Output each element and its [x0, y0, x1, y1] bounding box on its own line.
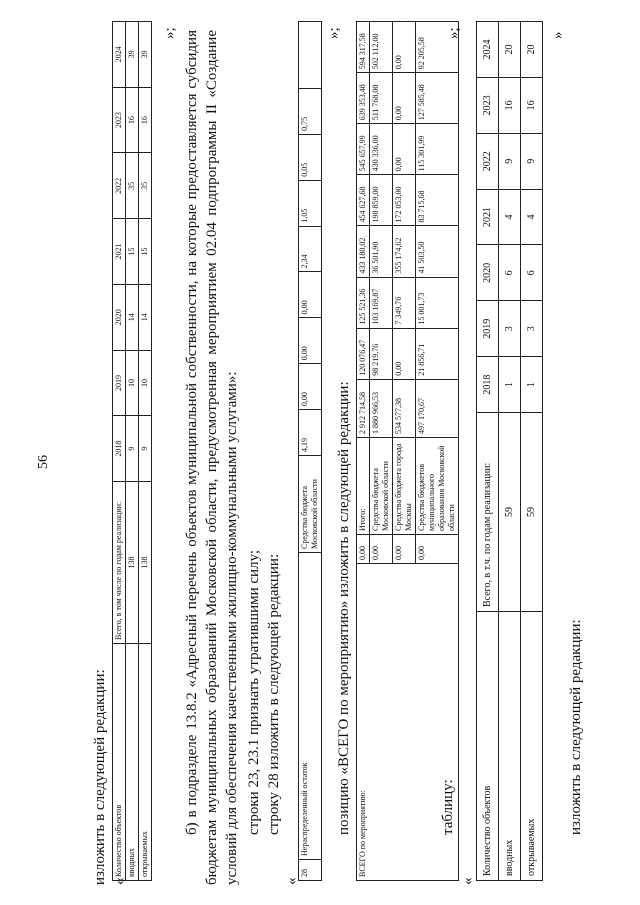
cell: 103 169,87: [370, 277, 393, 328]
cell: 9: [139, 416, 152, 482]
cell: 125 521,36: [357, 277, 370, 328]
cell: 20: [499, 22, 521, 78]
cell: 127 585,48: [416, 73, 459, 124]
funding-source: Итого:: [357, 438, 370, 535]
cell: 7 349,76: [393, 277, 416, 328]
row-total: 1 880 966,53: [370, 379, 393, 437]
cell: 10: [126, 350, 139, 416]
cell: 3: [499, 301, 521, 357]
close-quote-3: »;: [446, 27, 462, 39]
year-2023: 2023: [113, 87, 126, 153]
row-number: 28: [299, 860, 322, 881]
cell: 3: [521, 301, 543, 357]
year-2020: 2020: [477, 245, 499, 301]
cell: 20: [521, 22, 543, 78]
cell: 16: [521, 77, 543, 133]
vsego-label: ВСЕГО по мероприятию:: [357, 564, 459, 881]
cell: 6: [499, 245, 521, 301]
cell: 198 859,00: [370, 175, 393, 226]
cell: 639 353,48: [357, 73, 370, 124]
cell: 98 219,76: [370, 328, 393, 379]
cell: 1: [521, 357, 543, 413]
row-label: открываемых: [521, 612, 543, 881]
year-2018: 2018: [477, 357, 499, 413]
cell: 430 336,00: [370, 124, 393, 175]
cell: 0,00: [357, 535, 370, 564]
cell: 39: [139, 22, 152, 88]
row-label: открываемых: [139, 644, 152, 881]
cell: 1,05: [299, 180, 322, 226]
cell: 39: [126, 22, 139, 88]
cell: 0,00: [393, 124, 416, 175]
row-28-table: [298, 21, 322, 881]
cell: 545 657,99: [357, 124, 370, 175]
cell: 1: [499, 357, 521, 413]
header-objects: Количество объектов: [477, 612, 499, 881]
cell: 9: [521, 133, 543, 189]
row-total: 138: [126, 482, 139, 644]
cell: 433 180,02: [357, 226, 370, 277]
cell: 15 001,73: [416, 277, 459, 328]
row-total: 2 912 714,58: [357, 379, 370, 437]
table-row: [357, 22, 370, 881]
header-total: Всего, в том числе по годам реализации:: [113, 482, 126, 644]
line-row-28: строку 28 изложить в следующей редакции:: [266, 553, 282, 835]
cell: 2,34: [299, 226, 322, 272]
row-total: 534 577,38: [393, 379, 416, 437]
line-rows-23: строки 23, 23.1 признать утратившими силу;: [246, 549, 262, 835]
cell: 16: [139, 87, 152, 153]
row-total: 497 170,67: [416, 379, 459, 437]
open-quote-4: «: [460, 877, 476, 885]
cell: 41 503,50: [416, 226, 459, 277]
cell: 454 627,68: [357, 175, 370, 226]
table-row: [113, 22, 126, 881]
year-2018: 2018: [113, 416, 126, 482]
header-total: Всего, в т.ч. по годам реализации:: [477, 413, 499, 612]
cell: 15: [126, 219, 139, 285]
year-2022: 2022: [113, 153, 126, 219]
year-2021: 2021: [113, 219, 126, 285]
cell: 0,00: [299, 364, 322, 410]
cell: 4: [521, 189, 543, 245]
cell: 10: [139, 350, 152, 416]
cell: 0,00: [299, 318, 322, 364]
funding-source: Средства бюджетов муниципального образования Московской области: [416, 438, 459, 535]
cell: 4,19: [299, 410, 322, 456]
cell: 16: [126, 87, 139, 153]
open-quote-1: «: [112, 877, 128, 885]
cell: 0,05: [299, 134, 322, 180]
cell: 511 768,00: [370, 73, 393, 124]
open-quote-2: «: [284, 877, 300, 885]
cell: 594 317,58: [357, 22, 370, 73]
table-row: [499, 22, 521, 881]
cell: 0,00: [416, 535, 459, 564]
year-2019: 2019: [477, 301, 499, 357]
row-name: Нераспределенный остаток: [299, 553, 322, 860]
year-2024: 2024: [113, 22, 126, 88]
line-vsego: позицию «ВСЕГО по мероприятию» изложить в следующей редакции:: [336, 381, 352, 835]
objects-table-2: [476, 21, 543, 881]
cell: 172 053,00: [393, 175, 416, 226]
close-quote-2: »;: [326, 27, 342, 39]
cell: 120 076,47: [357, 328, 370, 379]
funding-source: Средства бюджета Московской области: [370, 438, 393, 535]
close-quote-1: »;: [162, 27, 178, 39]
year-2019: 2019: [113, 350, 126, 416]
year-2024: 2024: [477, 22, 499, 78]
close-quote-4: »: [550, 31, 566, 39]
cell: 0,00: [299, 272, 322, 318]
row-total: 59: [499, 413, 521, 612]
cell: 0,00: [393, 328, 416, 379]
table-row: [126, 22, 139, 881]
cell: 4: [499, 189, 521, 245]
vsego-table: [356, 21, 459, 881]
line-table: таблицу:: [440, 779, 456, 835]
cell: 9: [126, 416, 139, 482]
cell: 83 715,68: [416, 175, 459, 226]
cell: 502 112,00: [370, 22, 393, 73]
table-row: [477, 22, 499, 881]
year-2022: 2022: [477, 133, 499, 189]
table-row: [521, 22, 543, 881]
cell: 21 856,71: [416, 328, 459, 379]
cell: 115 301,99: [416, 124, 459, 175]
row-total: 59: [521, 413, 543, 612]
cell: 355 174,62: [393, 226, 416, 277]
row-label: вводных: [499, 612, 521, 881]
row-total: 138: [139, 482, 152, 644]
cell: 36 501,90: [370, 226, 393, 277]
cell: 0,75: [299, 89, 322, 135]
cell: 92 205,58: [416, 22, 459, 73]
funding-source: Средства бюджета города Москвы: [393, 438, 416, 535]
cell: 14: [126, 284, 139, 350]
year-2020: 2020: [113, 284, 126, 350]
table-row: [139, 22, 152, 881]
cell: 14: [139, 284, 152, 350]
cell: 35: [139, 153, 152, 219]
cell: 9: [499, 133, 521, 189]
paragraph-b: б) в подразделе 13.8.2 «Адресный перечень объектов муниципальной собственности, на которые предоставляется субсидия бюджетам муниципальных образований Московской области, предусмотренная мероприятием 02.04 подпрограммы II «Создание условий для обеспечения качественными жилищно-коммунальными услугами»:: [184, 30, 240, 885]
funding-source: Средства бюджета Московской области: [299, 456, 322, 553]
intro-redaction-2: изложить в следующей редакции:: [568, 619, 584, 835]
cell: 15: [139, 219, 152, 285]
row-label: вводных: [126, 644, 139, 881]
intro-redaction-1: изложить в следующей редакции:: [92, 669, 108, 885]
year-2023: 2023: [477, 77, 499, 133]
objects-table-1: [112, 21, 152, 881]
cell: 0,00: [393, 22, 416, 73]
cell: 35: [126, 153, 139, 219]
cell: 0,00: [393, 535, 416, 564]
year-2021: 2021: [477, 189, 499, 245]
cell: 16: [499, 77, 521, 133]
cell: 6: [521, 245, 543, 301]
cell: 0,00: [393, 73, 416, 124]
cell-empty: [299, 22, 322, 89]
cell: 0,00: [370, 535, 393, 564]
header-objects: Количество объектов: [113, 644, 126, 881]
page-number: 56: [36, 455, 51, 469]
table-row: [299, 22, 322, 881]
